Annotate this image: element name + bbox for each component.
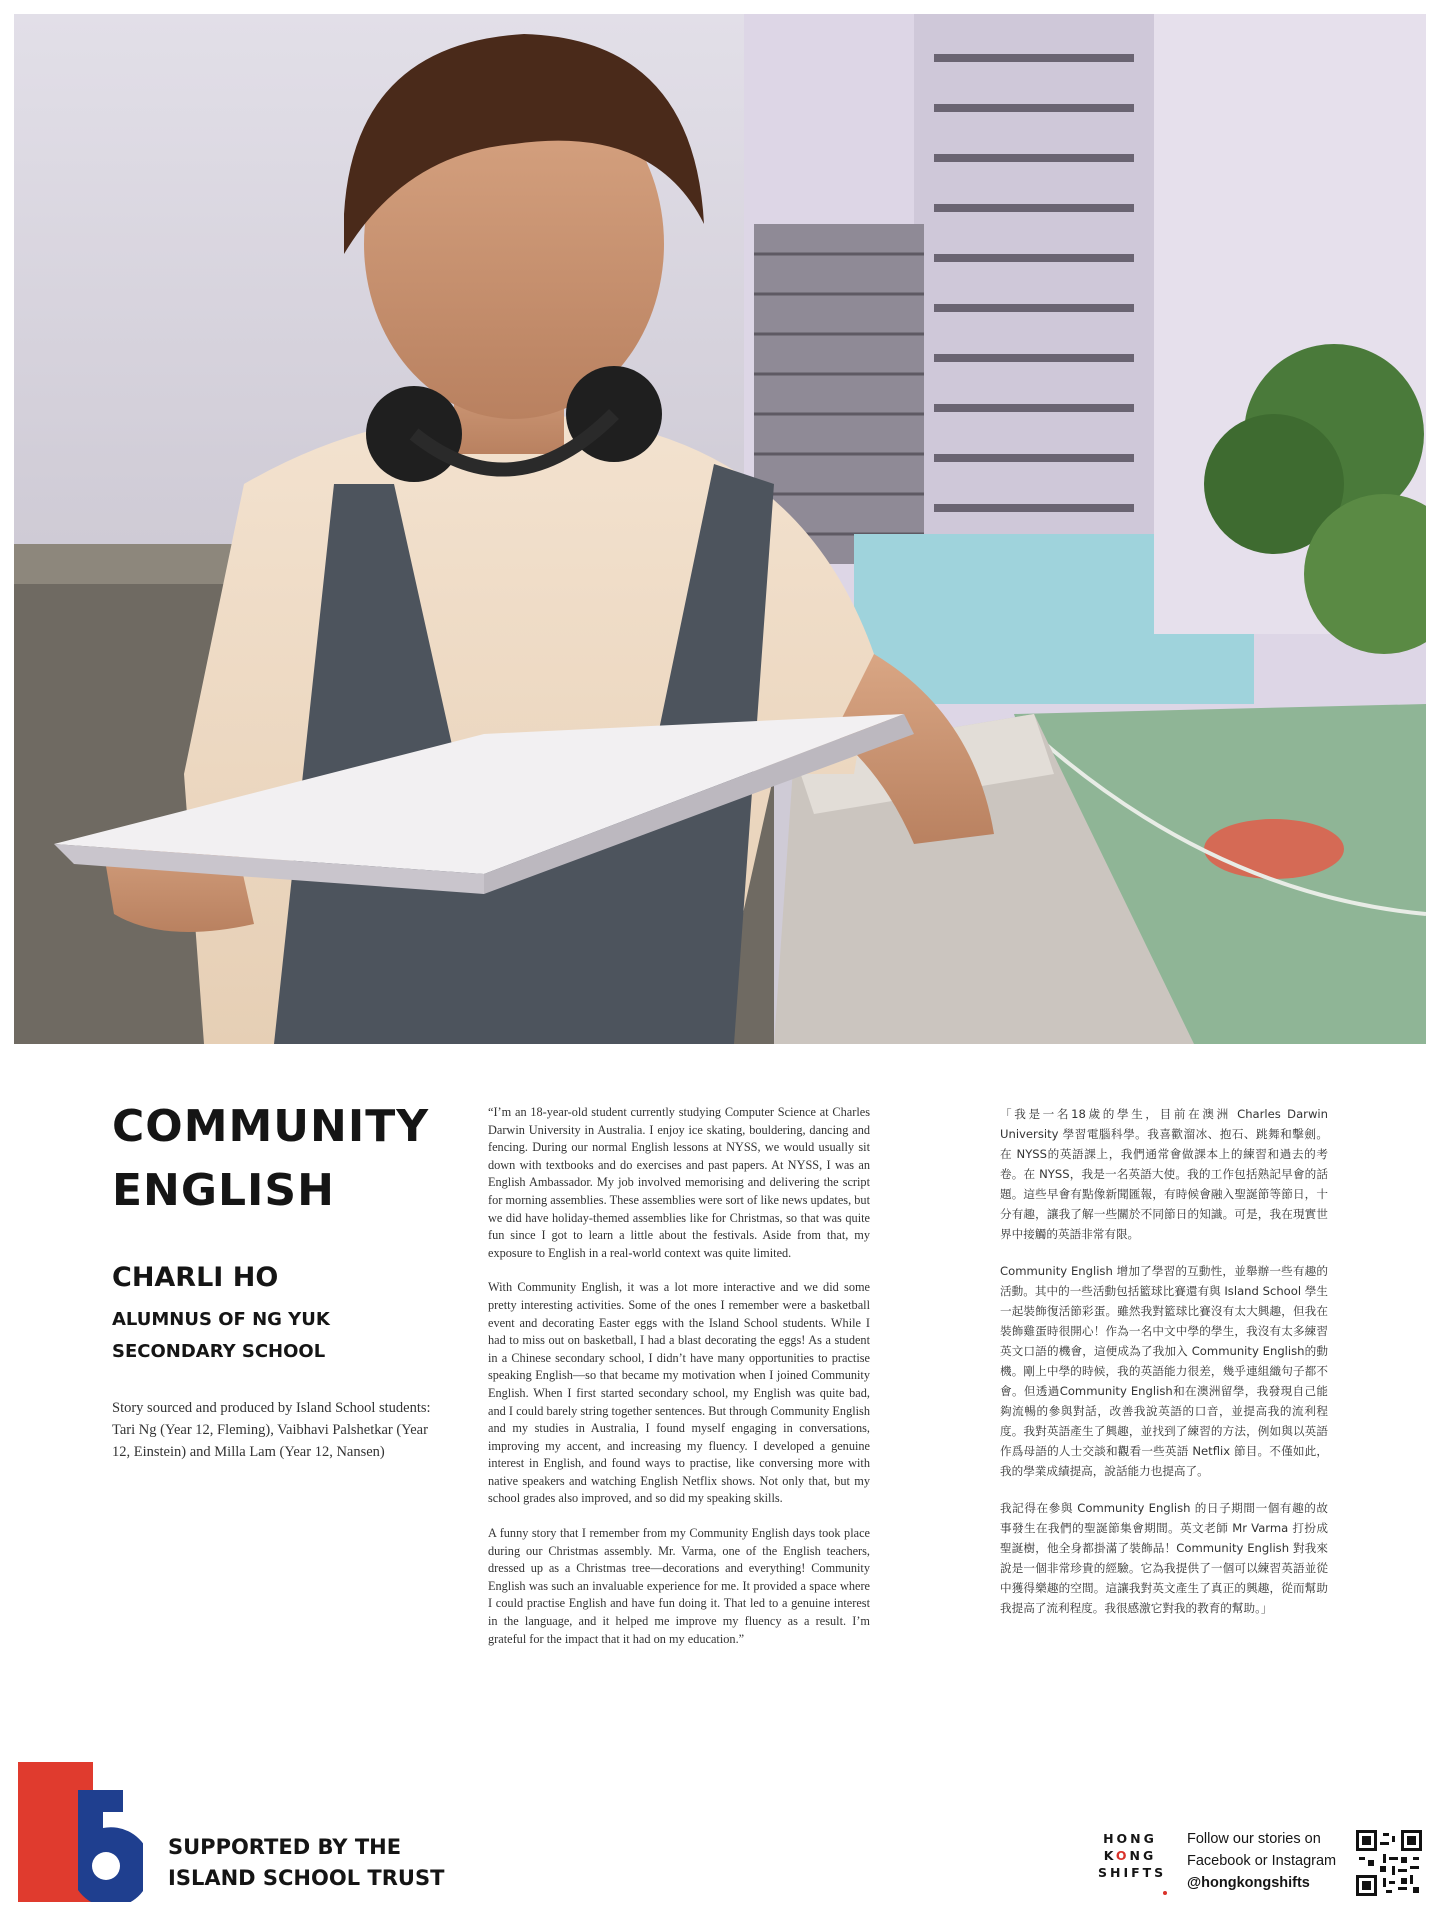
english-paragraph: With Community English, it was a lot more interactive and we did some pretty interesting activities. Some of the ones I remember were a basketball event and decorating Easter eggs with the Island School students. While I had to miss out on basketball, I had a blast decorating the eggs! As a student in a Chinese secondary school, I didn’t have many opportunities to practise speaking English—so that became my motivation when I joined Community English. When I first started secondary school, my English was quite bad, and I could barely string together sentences. But through Community English and my studies in Australia, I found myself engaging in conversations, improving my accent, and increasing my fluency. I developed a genuine interest in English, and found ways to practise, like conversing more with native speakers and watching English Netflix shows. Not only that, but my school grades also improved, and so did my speaking skills. xyxy=(488,1280,870,1506)
hks-line-1: HONG xyxy=(1103,1831,1157,1846)
chinese-column xyxy=(1000,1104,1328,1635)
hks-line-2 xyxy=(1098,1847,1162,1864)
island-school-logo-icon xyxy=(18,1762,143,1906)
supported-by-text: SUPPORTED BY THE ISLAND SCHOOL TRUST xyxy=(168,1835,445,1890)
hks-ng: NG xyxy=(1129,1848,1157,1863)
hong-kong-shifts-logo xyxy=(1098,1830,1167,1881)
follow-block xyxy=(1187,1828,1347,1894)
chinese-paragraph: Community English 增加了學習的互動性，並舉辦一些有趣的活動。其中的一些活動包括籃球比賽還有與 Island School 學生一起裝飾復活節彩蛋。雖然我對籃球比賽沒有太大興趣，但我在裝飾雞蛋時很開心！作為一名中文中學的學生，我沒有太多練習英文口語的機會，這便成為了我加入 Community English的動機。剛上中學的時候，我的英語能力很差，幾乎連組織句子都不會。但透過Community English和在澳洲留學，我發現自己能夠流暢的參與對話，改善我說英語的口音，並提高我的流利程度。我對英語產生了興趣，並找到了練習的方法，例如與以英語作爲母語的人士交談和觀看一些英語 Netflix 節目。不僅如此，我的學業成績提高，說話能力也提高了。 xyxy=(1000,1264,1328,1478)
hero-photo xyxy=(14,14,1426,1044)
hks-line-3: SHIFTS xyxy=(1098,1865,1167,1880)
qr-code-icon[interactable] xyxy=(1356,1830,1422,1900)
subject-name: CHARLI HO xyxy=(112,1262,279,1293)
story-credit: Story sourced and produced by Island School students: Tari Ng (Year 12, Fleming), Vaibhavi Palshetkar (Year 12, Einstein) and Milla Lam (Year 12, Nansen) xyxy=(112,1400,431,1460)
follow-text: Follow our stories on Facebook or Instagram xyxy=(1187,1831,1337,1869)
subject-role: ALUMNUS OF NG YUK SECONDARY SCHOOL xyxy=(112,1309,330,1362)
social-handle[interactable]: @hongkongshifts xyxy=(1187,1875,1310,1891)
english-column xyxy=(488,1104,870,1665)
article-title: COMMUNITY ENGLISH xyxy=(112,1101,430,1216)
hks-dot-icon xyxy=(1163,1891,1167,1895)
chinese-paragraph: 「我是一名18歲的學生，目前在澳洲 Charles Darwin University 學習電腦科學。我喜歡溜冰、抱石、跳舞和擊劍。在 NYSS的英語課上，我們通常會做課本上的練習和過去的考卷。在 NYSS，我是一名英語大使。我的工作包括熟記早會的話題。這些早會有點像新聞匯報，有時候會融入聖誕節等節日，十分有趣，讓我了解一些關於不同節日的知識。可是，我在現實世界中接觸的英語非常有限。 xyxy=(1000,1107,1328,1241)
english-paragraph: “I’m an 18-year-old student currently studying Computer Science at Charles Darwin University in Australia. I enjoy ice skating, bouldering, dancing and fencing. During our normal English lessons at NYSS, we would usually sit down with textbooks and do exercises and past papers. At NYSS, I was an English Ambassador. My job involved memorising and delivering the script for morning assemblies. These assemblies were sort of like news updates, but we did have holiday-themed assemblies like for Christmas, so that was quite fun since I got to learn a little about the festivals. Aside from that, my exposure to English in a real-world context was quite limited. xyxy=(488,1105,870,1260)
hks-o: O xyxy=(1115,1848,1130,1863)
hks-k: K xyxy=(1103,1848,1116,1863)
chinese-paragraph: 我記得在參與 Community English 的日子期間一個有趣的故事發生在我們的聖誕節集會期間。英文老師 Mr Varma 打扮成聖誕樹，他全身都掛滿了裝飾品！Community English 對我來說是一個非常珍貴的經驗。它為我提供了一個可以練習英語並從中獲得樂趣的空間。這讓我對英文產生了真正的興趣，從而幫助我提高了流利程度。我很感激它對我的教育的幫助。」 xyxy=(1000,1501,1328,1615)
english-paragraph: A funny story that I remember from my Community English days took place during our Christmas assembly. Mr. Varma, one of the English teachers, dressed up as a Christmas tree—decorations and everything! Community English was such an invaluable experience for me. It provided a space where I could practise English and have fun doing it. That led to a genuine interest in the language, and it helped me improve my fluency as a result. I’m grateful for the impact that it had on my education.” xyxy=(488,1526,870,1646)
